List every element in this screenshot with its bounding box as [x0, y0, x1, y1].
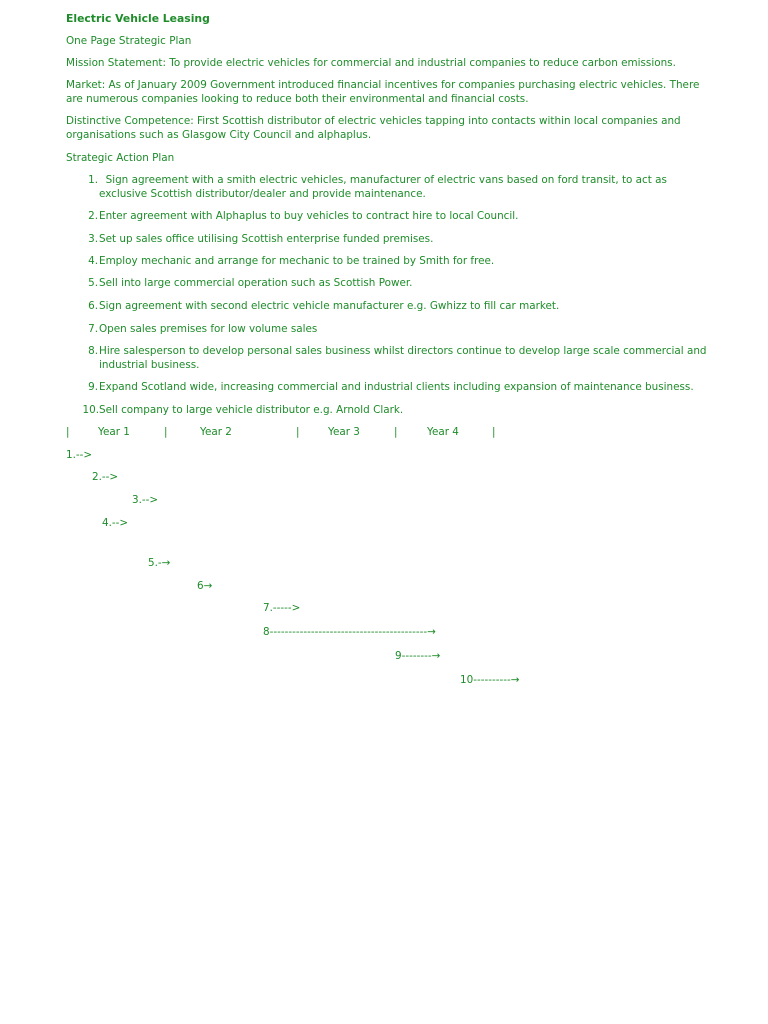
action-text: Sign agreement with a smith electric vehicles, manufacturer of electric vans based on ford transit, to act as exclusive Scottish distributor/dealer and provide maintenance.: [99, 174, 671, 200]
action-number: 8.: [88, 345, 98, 357]
timeline-divider: |: [164, 426, 168, 438]
timeline-marker: 6→: [197, 580, 213, 592]
timeline-year-label: Year 2: [200, 426, 232, 438]
timeline-marker: 8------------------------------------------→: [263, 626, 436, 638]
mission-statement: Mission Statement: To provide electric vehicles for commercial and industrial companies to reduce carbon emissions.: [66, 57, 676, 69]
timeline-marker: 4.-->: [102, 517, 129, 529]
action-number: 10.: [82, 404, 99, 416]
action-text: Employ mechanic and arrange for mechanic to be trained by Smith for free.: [99, 255, 495, 267]
timeline-marker: 9--------→: [395, 650, 441, 662]
action-text: Sell company to large vehicle distributor e.g. Arnold Clark.: [99, 404, 404, 416]
action-number: 2.: [88, 210, 98, 222]
action-number: 7.: [88, 323, 98, 335]
timeline-marker: 1.-->: [66, 449, 93, 461]
action-text: Set up sales office utilising Scottish enterprise funded premises.: [99, 233, 434, 245]
action-text: Sign agreement with second electric vehicle manufacturer e.g. Gwhizz to fill car market.: [99, 300, 560, 312]
timeline-divider: |: [394, 426, 398, 438]
timeline-marker: 5.-→: [148, 557, 171, 569]
action-number: 9.: [88, 381, 98, 393]
action-text: Open sales premises for low volume sales: [99, 323, 318, 335]
document-subtitle: One Page Strategic Plan: [66, 35, 192, 47]
action-number: 3.: [88, 233, 98, 245]
timeline-marker: 10----------→: [460, 674, 520, 686]
market-paragraph: Market: As of January 2009 Government introduced financial incentives for companies purchasing electric vehicles. There are numerous companies looking to reduce both their environmental and financial costs.: [66, 79, 700, 105]
action-number: 4.: [88, 255, 98, 267]
document-title: Electric Vehicle Leasing: [66, 12, 210, 25]
action-number: 1.: [88, 174, 98, 186]
timeline-divider: |: [66, 426, 70, 438]
action-text: Expand Scotland wide, increasing commercial and industrial clients including expansion of maintenance business.: [99, 381, 694, 393]
action-plan-heading: Strategic Action Plan: [66, 152, 175, 164]
competence-paragraph: Distinctive Competence: First Scottish distributor of electric vehicles tapping into contacts within local companies and organisations such as Glasgow City Council and alphaplus.: [66, 115, 681, 141]
timeline-marker: 3.-->: [132, 494, 159, 506]
timeline-marker: 2.-->: [92, 471, 119, 483]
timeline-year-label: Year 4: [427, 426, 459, 438]
timeline-divider: |: [492, 426, 496, 438]
action-number: 5.: [88, 277, 98, 289]
action-text: Sell into large commercial operation such as Scottish Power.: [99, 277, 413, 289]
timeline-year-label: Year 3: [328, 426, 360, 438]
timeline-marker: 7.----->: [263, 602, 301, 614]
timeline-year-label: Year 1: [98, 426, 130, 438]
action-text: Enter agreement with Alphaplus to buy vehicles to contract hire to local Council.: [99, 210, 519, 222]
action-number: 6.: [88, 300, 98, 312]
timeline-divider: |: [296, 426, 300, 438]
action-text: Hire salesperson to develop personal sales business whilst directors continue to develop large scale commercial and industrial business.: [99, 345, 707, 371]
